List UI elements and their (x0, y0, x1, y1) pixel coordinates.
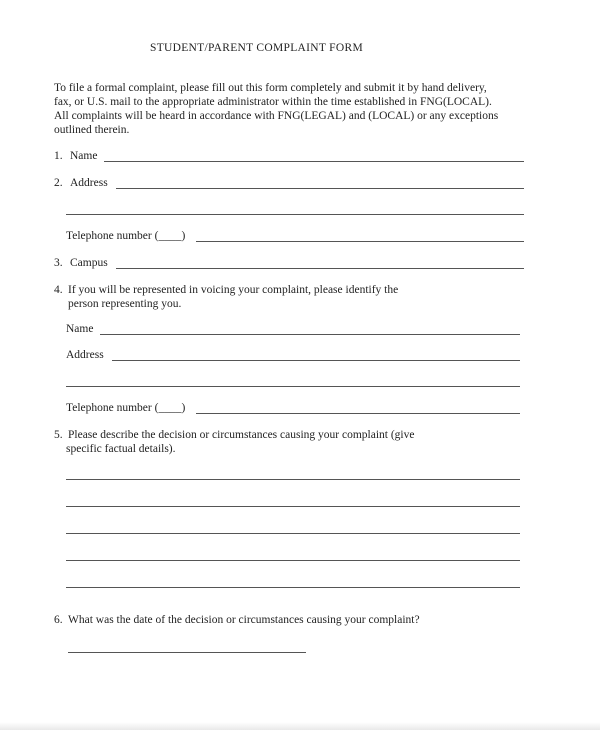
q1-number: 1. (54, 150, 63, 162)
q4-address-field-2[interactable] (66, 386, 520, 387)
q5-description-line-2[interactable] (66, 506, 520, 507)
q5-description-line-3[interactable] (66, 533, 520, 534)
q3-campus-field[interactable] (116, 268, 524, 269)
q1-name-field[interactable] (104, 161, 524, 162)
q2-phone-field[interactable] (196, 241, 524, 242)
intro-line-4: outlined therein. (54, 124, 130, 136)
q2-address-field-1[interactable] (116, 188, 524, 189)
q5-text-line-1: Please describe the decision or circumstances causing your complaint (give (68, 429, 415, 441)
q5-number: 5. (54, 429, 63, 441)
q2-label: Address (70, 177, 108, 189)
q6-text: What was the date of the decision or circumstances causing your complaint? (68, 614, 420, 626)
q6-number: 6. (54, 614, 63, 626)
form-title: STUDENT/PARENT COMPLAINT FORM (150, 42, 363, 54)
q4-text-line-2: person representing you. (68, 298, 182, 310)
q2-address-field-2[interactable] (66, 214, 524, 215)
q5-description-line-5[interactable] (66, 587, 520, 588)
q5-text-line-2: specific factual details). (66, 443, 176, 455)
q4-phone-field[interactable] (196, 413, 520, 414)
q3-number: 3. (54, 257, 63, 269)
q1-label: Name (70, 150, 98, 162)
q5-description-line-1[interactable] (66, 479, 520, 480)
q6-date-field[interactable] (68, 652, 306, 653)
page-bottom-edge (0, 722, 600, 730)
q2-number: 2. (54, 177, 63, 189)
q5-description-line-4[interactable] (66, 560, 520, 561)
intro-line-3: All complaints will be heard in accordance with FNG(LEGAL) and (LOCAL) or any exceptions (54, 110, 499, 122)
q4-phone-label: Telephone number (____) (66, 402, 186, 414)
intro-line-1: To file a formal complaint, please fill out this form completely and submit it by hand delivery, (54, 82, 487, 94)
q4-name-field[interactable] (100, 334, 520, 335)
q4-address-label: Address (66, 349, 104, 361)
q4-name-label: Name (66, 323, 94, 335)
q4-address-field-1[interactable] (112, 360, 520, 361)
q3-label: Campus (70, 257, 108, 269)
intro-line-2: fax, or U.S. mail to the appropriate administrator within the time established in FNG(LOCAL). (54, 96, 492, 108)
q2-phone-label: Telephone number (____) (66, 230, 186, 242)
q4-number: 4. (54, 284, 63, 296)
q4-text-line-1: If you will be represented in voicing your complaint, please identify the (68, 284, 399, 296)
